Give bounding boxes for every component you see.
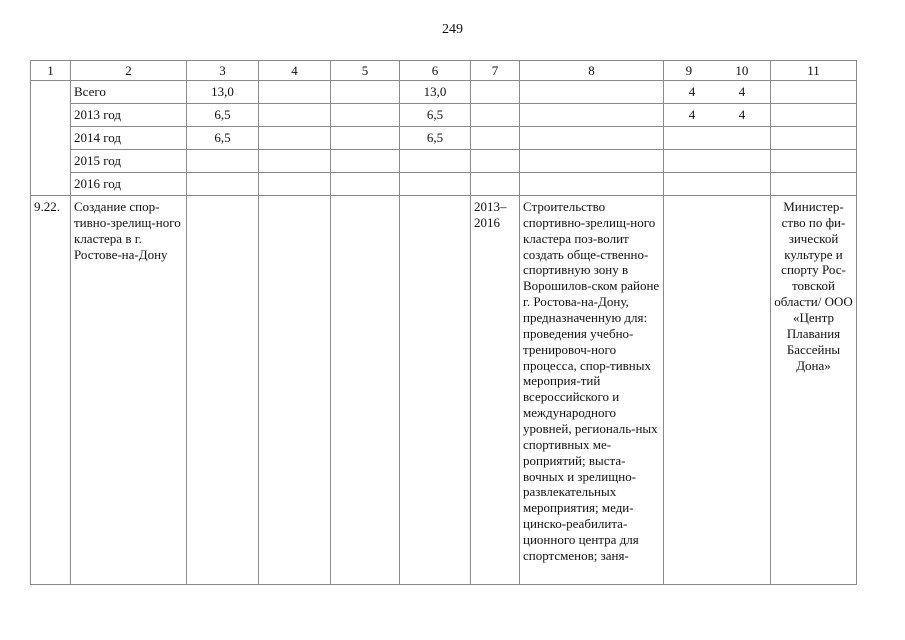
col3-value xyxy=(187,173,259,196)
col4-value xyxy=(259,150,331,173)
header-cell: 1 xyxy=(31,61,71,81)
col4-value xyxy=(259,104,331,127)
col3-value xyxy=(187,150,259,173)
header-cell: 3 xyxy=(187,61,259,81)
col9-value: 4 xyxy=(688,84,696,100)
col6-value: 6,5 xyxy=(400,104,471,127)
col9-10-value xyxy=(664,196,771,585)
col5-value xyxy=(331,173,400,196)
col11-value xyxy=(771,173,857,196)
item-number: 9.22. xyxy=(31,196,71,585)
table-row xyxy=(31,81,857,104)
col3-value: 13,0 xyxy=(187,81,259,104)
col7-value xyxy=(471,104,520,127)
col7-value xyxy=(471,81,520,104)
col11-value xyxy=(771,127,857,150)
header-col-10: 10 xyxy=(735,62,749,78)
header-col-9: 9 xyxy=(685,62,693,78)
header-cell-9-10 xyxy=(664,61,771,81)
header-cell: 11 xyxy=(771,61,857,81)
col7-value xyxy=(471,127,520,150)
col4-value xyxy=(259,196,331,585)
col11-value xyxy=(771,104,857,127)
col10-value: 4 xyxy=(738,84,746,100)
header-cell: 2 xyxy=(71,61,187,81)
year-label: 2016 год xyxy=(71,173,187,196)
col6-value xyxy=(400,173,471,196)
col9-10-value xyxy=(664,173,771,196)
col3-value: 6,5 xyxy=(187,104,259,127)
table-row xyxy=(31,150,857,173)
col11-value xyxy=(771,150,857,173)
col6-value xyxy=(400,150,471,173)
year-label: Всего xyxy=(71,81,187,104)
item-executor: Министер-ство по фи-зической культуре и спорту Рос-товской области/ ООО «Центр Плавания Бассейны Дона» xyxy=(771,196,857,585)
col9-10-value xyxy=(664,81,771,104)
col9-value: 4 xyxy=(688,107,696,123)
col4-value xyxy=(259,81,331,104)
page-number: 249 xyxy=(442,22,463,37)
item-description: Строительство спортивно-зрелищ-ного кластера поз-волит создать обще-ственно-спортивную зону в Ворошилов-ском районе г. Ростова-на-Дону, предназначенную для: проведения учебно-тренировоч-ного процесса, спор-тивных мероприя-тий всероссийского и международного уровней, региональ-ных спортивных ме-роприятий; выста-вочных и зрелищно-развлекательных мероприятия; меди-цинско-реабилита-ционного центра для спортсменов; заня- xyxy=(520,196,664,585)
col11-value xyxy=(771,81,857,104)
year-label: 2013 год xyxy=(71,104,187,127)
year-label: 2015 год xyxy=(71,150,187,173)
col9-10-value xyxy=(664,127,771,150)
col6-value: 6,5 xyxy=(400,127,471,150)
col7-value xyxy=(471,150,520,173)
item-period: 2013–2016 xyxy=(471,196,520,585)
merged-number-cell xyxy=(31,81,71,196)
col6-value: 13,0 xyxy=(400,81,471,104)
col3-value xyxy=(187,196,259,585)
col5-value xyxy=(331,127,400,150)
program-table xyxy=(30,60,857,585)
header-cell: 7 xyxy=(471,61,520,81)
col9-10-value xyxy=(664,104,771,127)
item-name: Создание спор-тивно-зрелищ-ного кластера в г. Ростове-на-Дону xyxy=(71,196,187,585)
col4-value xyxy=(259,127,331,150)
col6-value xyxy=(400,196,471,585)
col5-value xyxy=(331,81,400,104)
col8-value xyxy=(520,150,664,173)
header-row xyxy=(31,61,857,81)
col10-value: 4 xyxy=(738,107,746,123)
header-cell: 4 xyxy=(259,61,331,81)
col5-value xyxy=(331,104,400,127)
table-row xyxy=(31,173,857,196)
col8-value xyxy=(520,81,664,104)
header-cell: 8 xyxy=(520,61,664,81)
header-cell: 6 xyxy=(400,61,471,81)
col3-value: 6,5 xyxy=(187,127,259,150)
col5-value xyxy=(331,196,400,585)
col5-value xyxy=(331,150,400,173)
table-row xyxy=(31,104,857,127)
col9-10-value xyxy=(664,150,771,173)
col8-value xyxy=(520,104,664,127)
col8-value xyxy=(520,127,664,150)
item-row xyxy=(31,196,857,585)
col8-value xyxy=(520,173,664,196)
year-label: 2014 год xyxy=(71,127,187,150)
col7-value xyxy=(471,173,520,196)
table-row xyxy=(31,127,857,150)
header-cell: 5 xyxy=(331,61,400,81)
col4-value xyxy=(259,173,331,196)
